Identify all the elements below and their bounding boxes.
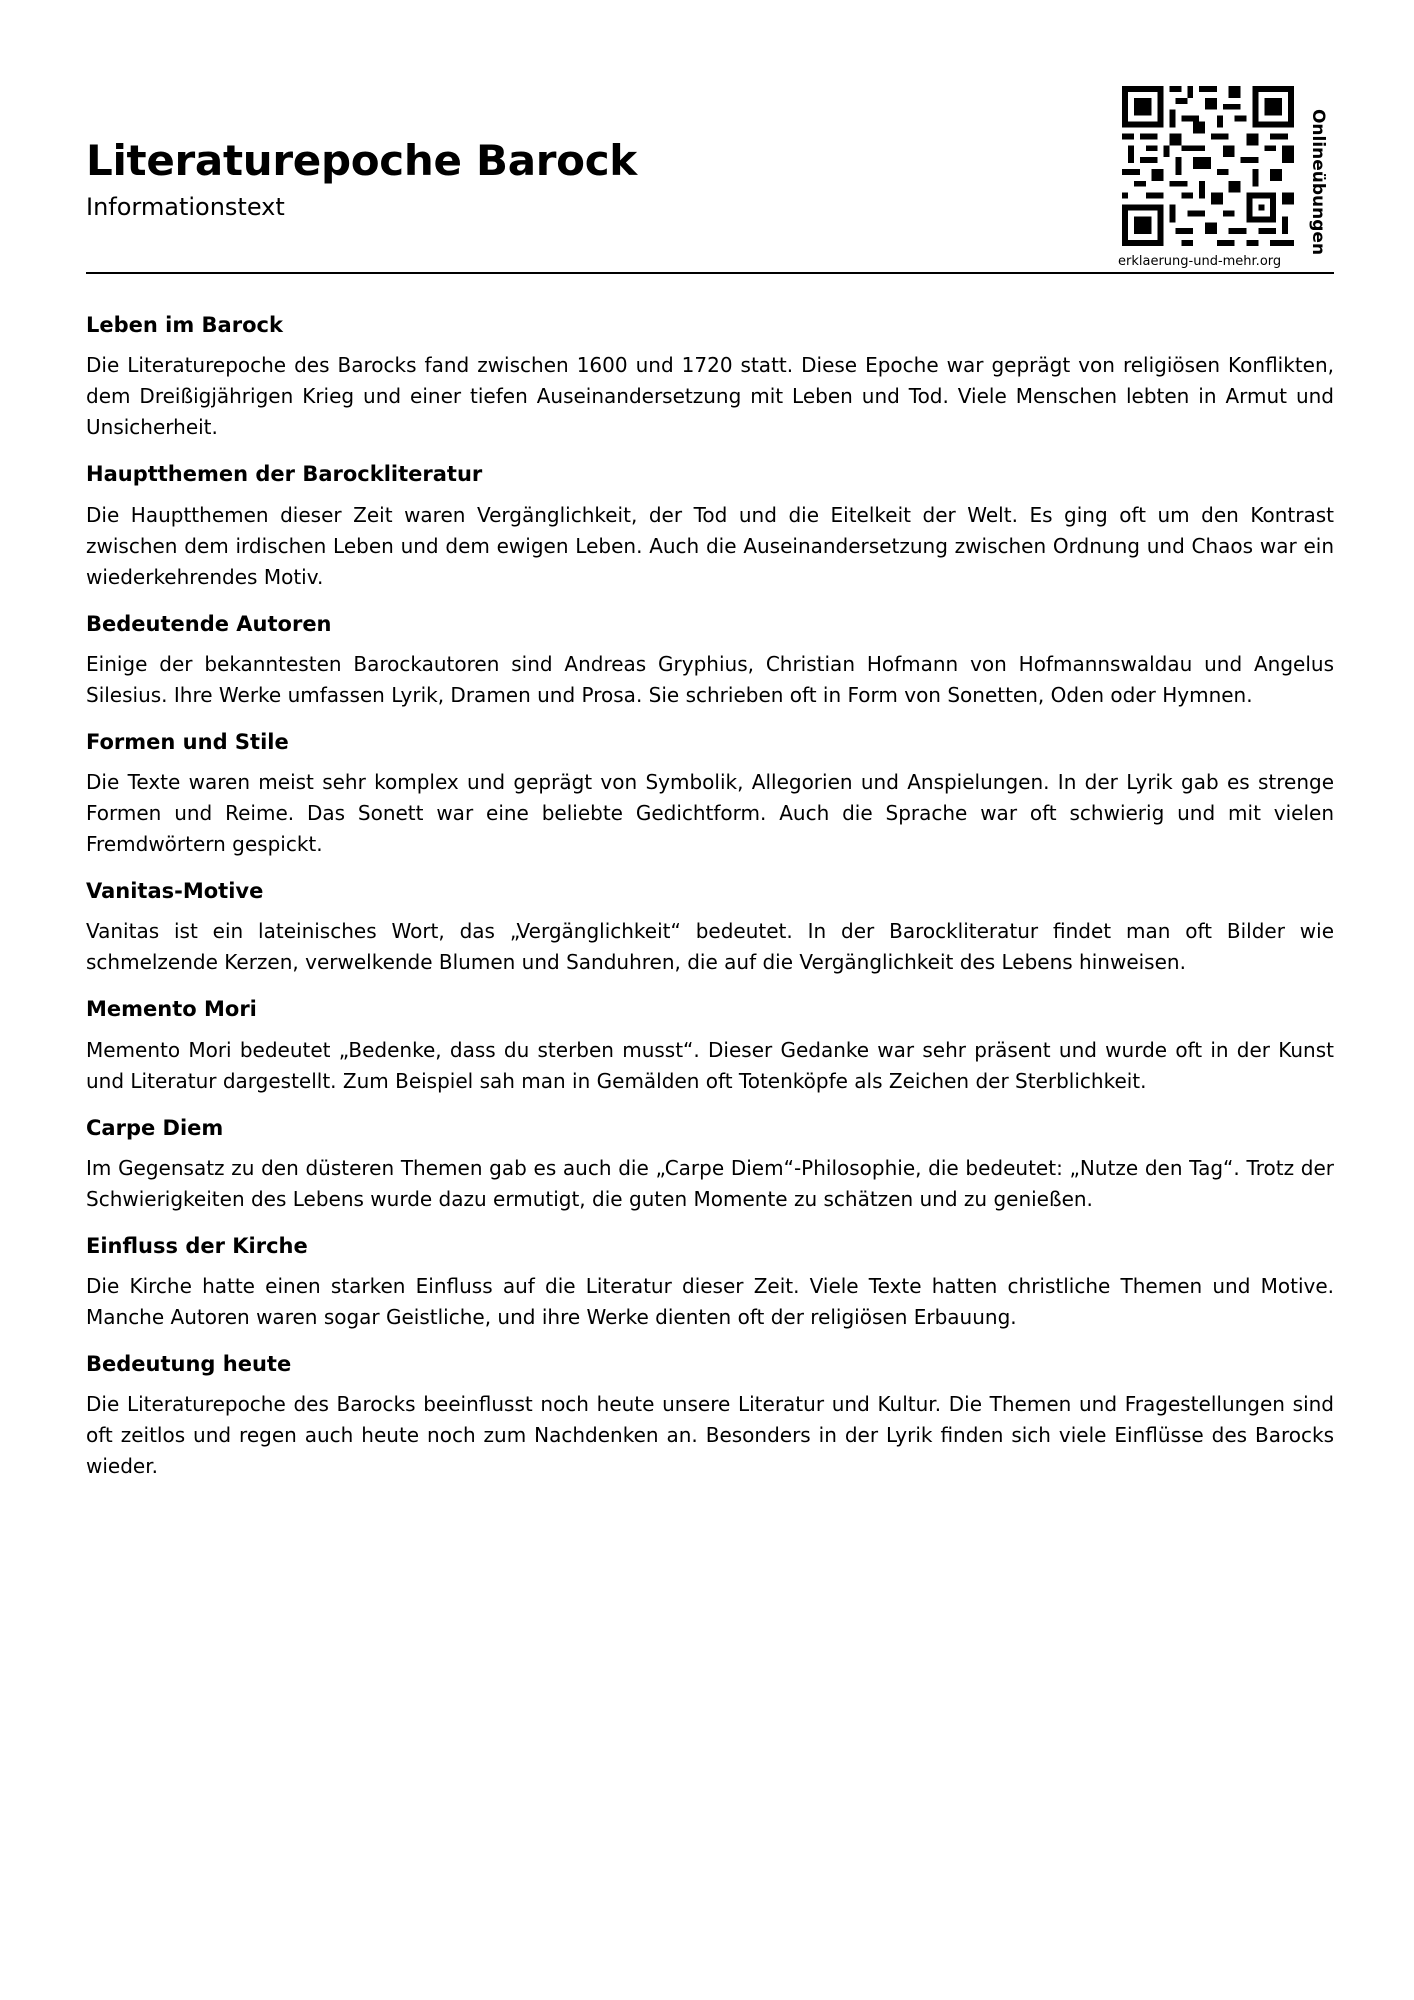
main-content: [86, 312, 1334, 1500]
section-text: Memento Mori bedeutet „Bedenke, dass du sterben musst“. Dieser Gedanke war sehr präsent und wurde oft in der Kunst und Literatur dargestellt. Zum Beispiel sah man in Gemälden oft Totenköpfe als Zeichen der Sterblichkeit.: [86, 1037, 1334, 1093]
section-heading: Bedeutung heute: [86, 1352, 292, 1376]
section-heading: Carpe Diem: [86, 1115, 224, 1140]
section-text: Die Literaturepoche des Barocks fand zwischen 1600 und 1720 statt. Diese Epoche war geprägt von religiösen Konflikten, dem Dreißigjährigen Krieg und einer tiefen Auseinandersetzung mit Leben und Tod. Viele Menschen lebten in Armut und Unsicherheit.: [86, 353, 1334, 440]
section-bedeutende-autoren: [86, 611, 1334, 711]
section-hauptthemen: [86, 461, 1334, 592]
section-text: Einige der bekanntesten Barockautoren sind Andreas Gryphius, Christian Hofmann von Hofmannswaldau und Angelus Silesius. Ihre Werke umfassen Lyrik, Dramen und Prosa. Sie schrieben oft in Form von Sonetten, Oden oder Hymnen.: [86, 651, 1334, 707]
section-heading: Formen und Stile: [86, 729, 289, 754]
qr-code[interactable]: [1122, 86, 1294, 246]
section-text: Die Texte waren meist sehr komplex und geprägt von Symbolik, Allegorien und Anspielungen. In der Lyrik gab es strenge Formen und Reime. Das Sonett war eine beliebte Gedichtform. Auch die Sprache war oft schwierig und mit vielen Fremdwörtern gespickt.: [86, 770, 1334, 856]
section-heading: Memento Mori: [86, 997, 257, 1022]
section-text: Vanitas ist ein lateinisches Wort, das „Vergänglichkeit“ bedeutet. In der Barockliteratur findet man oft Bilder wie schmelzende Kerzen, verwelkende Blumen und Sanduhren, die auf die Vergänglichkeit des Lebens hinweisen.: [86, 919, 1334, 975]
section-bedeutung-heute: [86, 1351, 1334, 1482]
section-text: Im Gegensatz zu den düsteren Themen gab es auch die „Carpe Diem“-Philosophie, die bedeutet: „Nutze den Tag“. Trotz der Schwierigkeiten des Lebens wurde dazu ermutigt, die guten Momente zu schätzen und zu genießen.: [86, 1155, 1334, 1211]
online-exercises-label: Onlineübungen: [1308, 108, 1328, 256]
section-heading: Einfluss der Kirche: [86, 1233, 308, 1258]
section-heading: Bedeutende Autoren: [86, 611, 332, 636]
section-formen-und-stile: [86, 729, 1334, 860]
website-url[interactable]: erklaerung-und-mehr.org: [1118, 254, 1282, 269]
section-heading: Hauptthemen der Barockliteratur: [86, 462, 483, 487]
section-text: Die Hauptthemen dieser Zeit waren Vergänglichkeit, der Tod und die Eitelkeit der Welt. Es ging oft um den Kontrast zwischen dem irdischen Leben und dem ewigen Leben. Auch die Auseinandersetzung zwischen Ordnung und Chaos war ein wiederkehrendes Motiv.: [86, 502, 1334, 589]
section-leben-im-barock: [86, 312, 1334, 443]
section-text: Die Kirche hatte einen starken Einfluss auf die Literatur dieser Zeit. Viele Texte hatten christliche Themen und Motive. Manche Autoren waren sogar Geistliche, und ihre Werke dienten oft der religiösen Erbauung.: [86, 1274, 1334, 1329]
section-heading: Leben im Barock: [86, 313, 283, 337]
header-divider: [86, 272, 1334, 274]
section-carpe-diem: [86, 1115, 1334, 1215]
section-heading: Vanitas-Motive: [86, 879, 264, 903]
qr-label-vertical: [1300, 108, 1336, 256]
section-einfluss-der-kirche: [86, 1233, 1334, 1333]
section-memento-mori: [86, 996, 1334, 1096]
page-title: Literaturepoche Barock: [86, 136, 637, 185]
page-subtitle: Informationstext: [86, 193, 285, 221]
section-vanitas-motive: [86, 878, 1334, 978]
section-text: Die Literaturepoche des Barocks beeinflusst noch heute unsere Literatur und Kultur. Die Themen und Fragestellungen sind oft zeitlos und regen auch heute noch zum Nachdenken an. Besonders in der Lyrik finden sich viele Einflüsse des Barocks wieder.: [86, 1392, 1334, 1479]
